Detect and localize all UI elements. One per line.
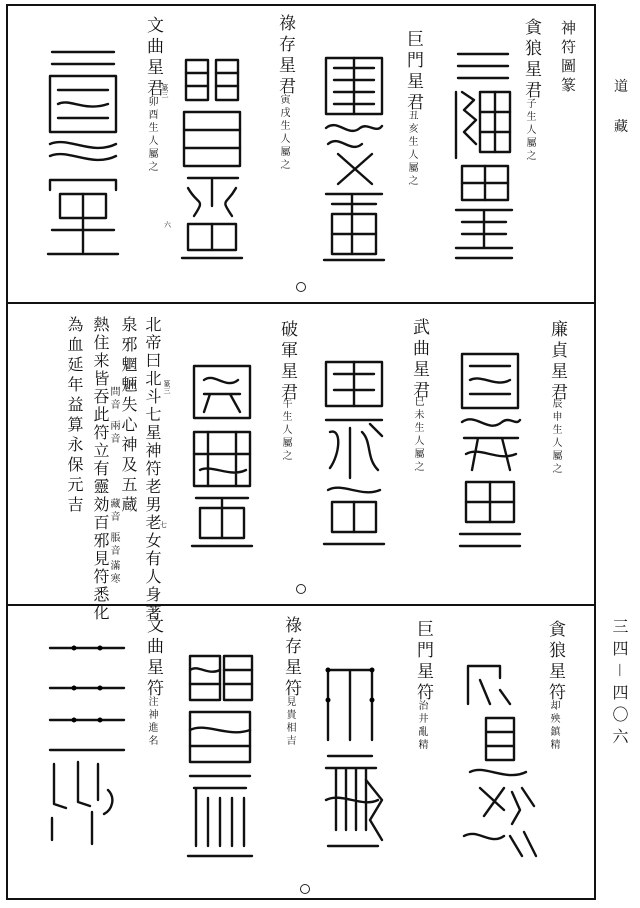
page-number: 三四－四〇六 (610, 618, 629, 751)
talisman-fu-lucun (184, 650, 256, 872)
entry-jumen-fu-name: 巨門星符 (413, 620, 433, 704)
entry-wuqu-name: 武曲星君 (409, 318, 429, 402)
small-note-3: 藏音 (108, 498, 119, 524)
entry-wenqu-name: 文曲星君 (143, 16, 163, 100)
text-column-3: 熱住来皆吞此符立有靈効百邪見符悉化 (91, 316, 110, 622)
entry-wuqu-note: 巳未生人屬之 (412, 396, 423, 474)
entry-tanlang-fu-name: 貪狼星符 (545, 620, 565, 704)
binding-hole-2 (296, 584, 306, 594)
entry-lucun-name: 祿存星君 (275, 14, 295, 98)
entry-jumen-note: 丑亥生人屬之 (406, 110, 417, 188)
entry-jumen-fu-note: 治井亂精 (416, 700, 427, 752)
panel1-marker: 六 (164, 221, 171, 229)
talisman-seal-wenqu (44, 46, 122, 260)
entry-jumen-name: 巨門星君 (403, 30, 423, 114)
panel2-marker: 七 (160, 521, 167, 529)
entry-wenqu-fu-note: 注神進名 (146, 696, 157, 748)
entry-tanlang-fu-note: 却殃鎮精 (548, 700, 559, 752)
entry-lucun-fu-name: 祿存星符 (281, 616, 301, 700)
small-note-2: 兩音 (108, 420, 119, 446)
text-column-1: 北帝曰北斗七星神符老男老女有人身著 (143, 316, 162, 622)
text-column-2: 泉邪魍魎失心神及五蔵 (119, 316, 138, 516)
margin-title-top: 道 (614, 79, 628, 95)
binding-hole-3 (300, 884, 310, 894)
talisman-fu-jumen (322, 650, 384, 872)
margin-title-bottom: 藏 (614, 119, 628, 135)
talisman-fu-tanlang (460, 660, 540, 872)
talisman-seal-lucun (180, 56, 244, 262)
talisman-seal-pojun (190, 362, 254, 552)
small-note-4: 脹音 (108, 532, 119, 558)
small-note-1: 問音 (108, 386, 119, 412)
entry-lianzhen-note: 辰申生人屬之 (550, 398, 561, 476)
entry-tanlang-name: 貪狼星君 (521, 18, 541, 102)
entry-pojun-note: 午生人屬之 (280, 398, 291, 463)
entry-lucun-fu-note: 見貴相吉 (284, 696, 295, 748)
panel1-ref: 篆三 (161, 84, 169, 98)
talisman-seal-tanlang (452, 48, 516, 263)
binding-hole-1 (296, 282, 306, 292)
panel-divider-1 (6, 302, 596, 304)
talisman-seal-wuqu (322, 358, 386, 552)
talisman-fu-wenqu (44, 630, 132, 876)
entry-tanlang-note: 子生人屬之 (524, 98, 535, 163)
talisman-seal-lianzhen (458, 350, 522, 550)
entry-lianzhen-name: 廉貞星君 (547, 320, 567, 404)
entry-wenqu-note: 卯酉生人屬之 (146, 96, 157, 174)
panel2-ref: 篆三 (163, 380, 171, 394)
talisman-seal-jumen (322, 54, 386, 264)
text-column-4: 為血延年益算永保元吉 (65, 316, 84, 516)
small-note-5: 滿寒 (108, 560, 119, 586)
panel1-heading: 神符圖篆 (559, 20, 577, 96)
entry-pojun-name: 破軍星君 (277, 320, 297, 404)
entry-wenqu-fu-name: 文曲星符 (143, 616, 163, 700)
entry-lucun-note: 寅戌生人屬之 (278, 94, 289, 172)
